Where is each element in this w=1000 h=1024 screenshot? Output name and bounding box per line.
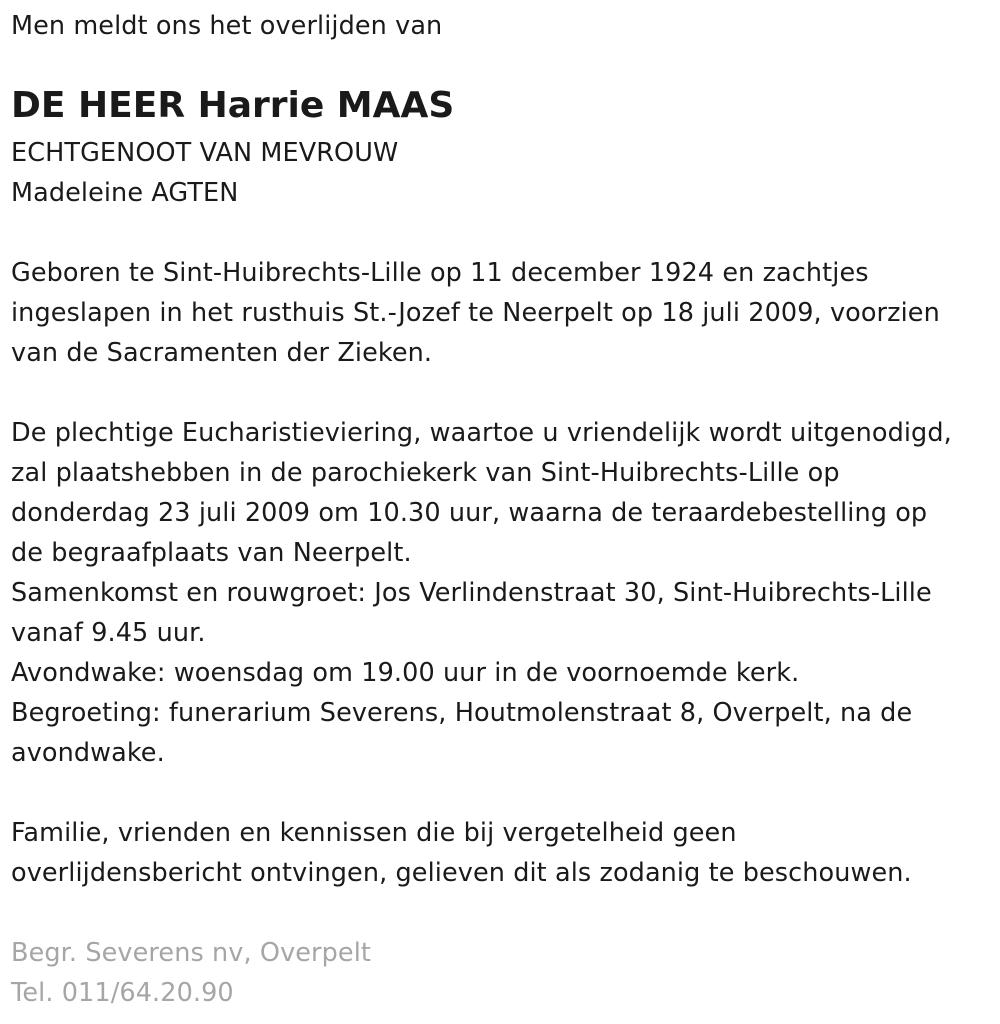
paragraph-line: De plechtige Eucharistieviering, waartoe u vriendelijk wordt uitgenodigd, [11,418,952,448]
paragraph-line: overlijdensbericht ontvingen, gelieven dit als zodanig te beschouwen. [11,858,912,888]
paragraph-line: Geboren te Sint-Huibrechts-Lille op 11 december 1924 en zachtjes [11,258,869,288]
paragraph-line: de begraafplaats van Neerpelt. [11,538,412,568]
gathering-line: Samenkomst en rouwgroet: Jos Verlindenstraat 30, Sint-Huibrechts-Lille [11,578,932,608]
paragraph-line: Familie, vrienden en kennissen die bij vergetelheid geen [11,818,737,848]
undertaker-phone: Tel. 011/64.20.90 [11,978,234,1008]
spouse-name: Madeleine AGTEN [11,178,239,208]
birth-paragraph [11,253,940,373]
paragraph-line: van de Sacramenten der Zieken. [11,338,433,368]
undertaker-footer [11,933,371,1013]
spouse-title: ECHTGENOOT VAN MEVROUW [11,138,399,168]
paragraph-line: vanaf 9.45 uur. [11,618,206,648]
family-paragraph [11,813,912,893]
paragraph-line: zal plaatshebben in de parochiekerk van Sint-Huibrechts-Lille op [11,458,840,488]
deceased-name: DE HEER Harrie MAAS [11,85,455,126]
paragraph-line: ingeslapen in het rusthuis St.-Jozef te Neerpelt op 18 juli 2009, voorzien [11,298,940,328]
paragraph-line: avondwake. [11,738,165,768]
service-paragraph [11,413,952,773]
paragraph-line: donderdag 23 juli 2009 om 10.30 uur, waarna de teraardebestelling op [11,498,928,528]
intro-text: Men meldt ons het overlijden van [11,11,443,41]
greeting-line: Begroeting: funerarium Severens, Houtmolenstraat 8, Overpelt, na de [11,698,913,728]
spouse-block [11,133,398,213]
undertaker-company: Begr. Severens nv, Overpelt [11,938,371,968]
wake-line: Avondwake: woensdag om 19.00 uur in de voornoemde kerk. [11,658,800,688]
